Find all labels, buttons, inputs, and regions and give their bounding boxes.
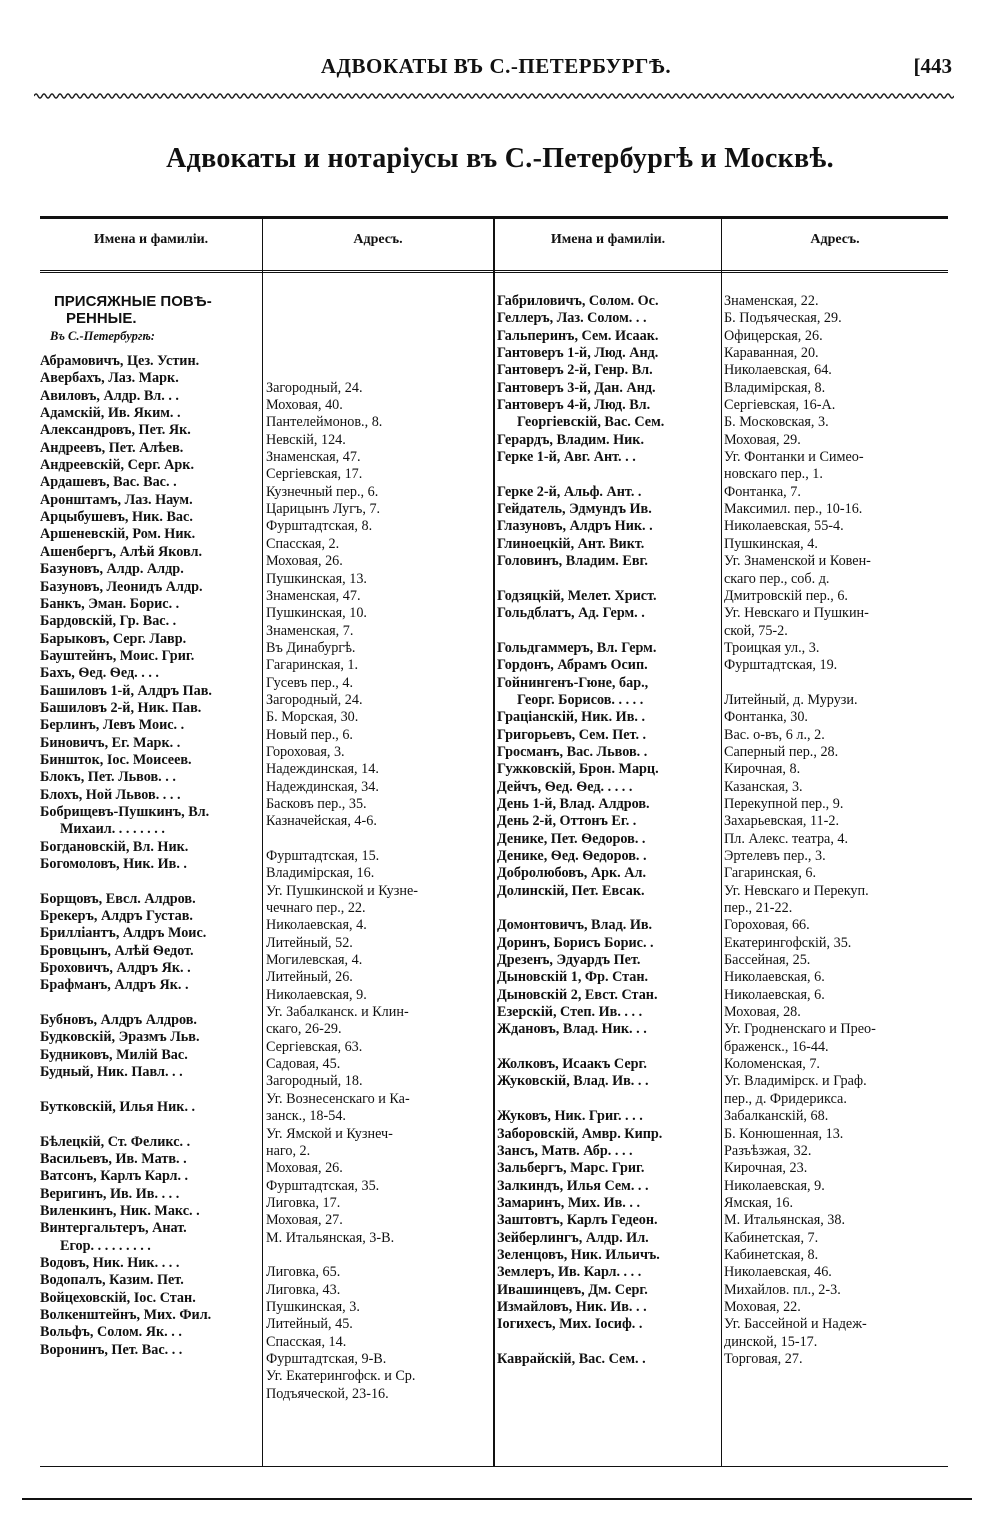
lawyer-address: Сергіевская, 17. bbox=[266, 466, 363, 483]
lawyer-name: Гантоверъ 1-й, Люд. Анд. bbox=[497, 345, 659, 362]
lawyer-address: Эртелевъ пер., 3. bbox=[724, 848, 826, 864]
lawyer-name: Гантоверъ 4-й, Люд. Вл. bbox=[497, 397, 651, 414]
lawyer-name bbox=[40, 873, 261, 890]
lawyer-name: Брафманъ, Алдръ Як. . bbox=[40, 977, 189, 994]
lawyer-address: Моховая, 27. bbox=[266, 1212, 343, 1229]
lawyer-address: Знаменская, 47. bbox=[266, 449, 361, 466]
lawyer-address: Казанская, 3. bbox=[724, 778, 803, 795]
lawyer-address: Невскій, 124. bbox=[266, 431, 346, 448]
lawyer-name: Андреевскій, Серг. Арк. bbox=[40, 457, 194, 474]
lawyer-address: Офицерская, 26. bbox=[724, 327, 823, 344]
lawyer-address: Уг. Фонтанки и Симео- bbox=[724, 449, 864, 466]
lawyer-address: чечнаго пер., 22. bbox=[266, 900, 366, 917]
lawyer-address: Николаевская, 46. bbox=[724, 1264, 832, 1281]
lawyer-name bbox=[497, 571, 720, 588]
lawyer-address: Сергіевская, 63. bbox=[266, 1038, 363, 1055]
lawyer-address: Садовая, 45. bbox=[266, 1056, 341, 1073]
lawyer-address: Николаевская, 4. bbox=[266, 917, 367, 934]
lawyer-name: Авиловъ, Алдр. Вл. . . bbox=[40, 387, 179, 404]
lawyer-address: Спасская, 2. bbox=[266, 535, 340, 552]
lawyer-address: Лиговка, 43. bbox=[266, 1281, 341, 1298]
lawyer-address: Лиговка, 65. bbox=[266, 1264, 341, 1281]
lawyer-name: День 1-й, Влад. Алдров. bbox=[497, 795, 650, 812]
lawyer-name: Бауштейнъ, Моис. Григ. bbox=[40, 647, 195, 664]
lawyer-address: Гороховая, 66. bbox=[724, 917, 810, 934]
lawyer-name: Гейдатель, Эдмундъ Ив. bbox=[497, 501, 652, 518]
lawyer-address: Пушкинская, 13. bbox=[266, 570, 367, 587]
lawyer-address: Вас. о-въ, 6 л., 2. bbox=[724, 726, 825, 743]
lawyer-address: Надеждинская, 34. bbox=[266, 778, 379, 795]
lawyer-name bbox=[497, 466, 720, 483]
lawyer-name: Аронштамъ, Лаз. Наум. bbox=[40, 491, 193, 508]
lawyer-address: Николаевская, 55-4. bbox=[724, 518, 844, 535]
lawyer-name: Абрамовичъ, Цез. Устин. bbox=[40, 353, 200, 370]
lawyer-name: Головинъ, Владим. Евг. bbox=[497, 553, 648, 570]
lawyer-address: Дмитровскій пер., 6. bbox=[724, 587, 848, 604]
lawyer-address: Царицынъ Лугъ, 7. bbox=[266, 501, 381, 518]
lawyer-name: Адамскій, Ив. Яким. . bbox=[40, 405, 181, 422]
lawyer-address bbox=[266, 328, 492, 345]
header-address-right: Адресъ. bbox=[810, 232, 860, 247]
lawyer-address: Николаевская, 9. bbox=[724, 1177, 825, 1194]
lawyer-address: Моховая, 26. bbox=[266, 1160, 343, 1177]
lawyer-address: наго, 2. bbox=[266, 1142, 311, 1159]
lawyer-address: Моховая, 40. bbox=[266, 397, 343, 414]
lawyer-name: Гальперинъ, Сем. Исаак. bbox=[497, 327, 659, 344]
lawyer-address: М. Итальянская, 3-В. bbox=[266, 1229, 395, 1246]
lawyer-name: Езерскій, Степ. Ив. . . . bbox=[497, 1004, 643, 1021]
lawyer-address: Уг. Бассейной и Надеж- bbox=[724, 1316, 867, 1333]
lawyer-name: Егор. . . . . . . . . bbox=[60, 1237, 151, 1254]
lawyer-address: Казначейская, 4-6. bbox=[266, 813, 377, 830]
lawyer-name: Жуковъ, Ник. Григ. . . . bbox=[497, 1108, 643, 1125]
lawyer-name: День 2-й, Оттонъ Ег. . bbox=[497, 813, 637, 830]
page-title: Адвокаты и нотаріусы въ С.-Петербургѣ и Москвѣ. bbox=[166, 143, 834, 174]
lawyer-address: Уг. Владимірск. и Граф. bbox=[724, 1073, 867, 1090]
lawyer-name: Годзяцкій, Мелет. Христ. bbox=[497, 587, 657, 604]
lawyer-name: Будниковъ, Милій Вас. bbox=[40, 1046, 188, 1063]
lawyer-name: Жуковскій, Влад. Ив. . . bbox=[497, 1073, 649, 1090]
lawyer-name: Ждановъ, Влад. Ник. . . bbox=[497, 1021, 647, 1038]
page-bottom-rule bbox=[22, 1498, 972, 1500]
lawyer-address: Б. Московская, 3. bbox=[724, 414, 829, 431]
right-address-column bbox=[724, 293, 948, 1368]
lawyer-address: Кабинетская, 7. bbox=[724, 1229, 819, 1246]
lawyer-name: Гольдгаммеръ, Вл. Герм. bbox=[497, 639, 657, 656]
lawyer-name: Веригинъ, Ив. Ив. . . . bbox=[40, 1185, 180, 1202]
lawyer-address: Кабинетская, 8. bbox=[724, 1246, 819, 1263]
subsection-heading: Въ С.-Петербургѣ: bbox=[50, 328, 155, 343]
lawyer-name: Богомоловъ, Ник. Ив. . bbox=[40, 856, 187, 872]
lawyer-name: Гантоверъ 3-й, Дан. Анд. bbox=[497, 379, 656, 396]
lawyer-name bbox=[497, 1091, 720, 1108]
column-divider bbox=[262, 216, 263, 1466]
lawyer-address: Фурштадтская, 9-В. bbox=[266, 1350, 387, 1367]
left-address-column bbox=[266, 293, 492, 1403]
lawyer-address: Моховая, 29. bbox=[724, 431, 801, 448]
lawyer-name: Добролюбовъ, Арк. Ал. bbox=[497, 865, 647, 882]
lawyer-name: Водопалъ, Казим. Пет. bbox=[40, 1272, 184, 1289]
lawyer-name: Доринъ, Борисъ Борис. . bbox=[497, 934, 654, 951]
lawyer-name: Ашенбергъ, Алѣй Яковл. bbox=[40, 543, 202, 560]
lawyer-name: Арцыбушевъ, Ник. Вас. bbox=[40, 509, 193, 526]
lawyer-address: Торговая, 27. bbox=[724, 1350, 803, 1367]
lawyer-address: Кузнечный пер., 6. bbox=[266, 483, 379, 500]
lawyer-address: Фурштадтская, 19. bbox=[724, 657, 838, 674]
lawyer-name: Бровцынъ, Алѣй Ѳедот. bbox=[40, 942, 194, 959]
lawyer-name: Блохъ, Ной Львов. . . . bbox=[40, 786, 181, 803]
lawyer-name: Водовъ, Ник. Ник. . . . bbox=[40, 1254, 180, 1271]
lawyer-name: Іогихесъ, Мих. Іосиф. . bbox=[497, 1316, 643, 1333]
lawyer-address: Б. Морская, 30. bbox=[266, 709, 359, 726]
lawyer-address: Литейный, 26. bbox=[266, 969, 353, 986]
lawyer-name: Зейберлингъ, Алдр. Ил. bbox=[497, 1229, 649, 1246]
lawyer-address: Лиговка, 17. bbox=[266, 1194, 341, 1211]
lawyer-name: Долинскій, Пет. Евсак. bbox=[497, 882, 645, 899]
lawyer-name: Бубновъ, Алдръ Алдров. bbox=[40, 1012, 197, 1029]
center-divider bbox=[493, 216, 495, 1466]
lawyer-name: Воронинъ, Пет. Вас. . . bbox=[40, 1341, 183, 1358]
lawyer-name: Бахъ, Ѳед. Ѳед. . . . bbox=[40, 665, 159, 682]
lawyer-name: Каврайскій, Вас. Сем. . bbox=[497, 1350, 646, 1367]
lawyer-name: Борщовъ, Евсл. Алдров. bbox=[40, 890, 196, 907]
lawyer-address: Михайлов. пл., 2-3. bbox=[724, 1281, 841, 1298]
lawyer-address: Б. Конюшенная, 13. bbox=[724, 1125, 844, 1142]
lawyer-name: Бобрищевъ-Пушкинъ, Вл. bbox=[40, 803, 210, 820]
lawyer-address: Литейный, 45. bbox=[266, 1316, 353, 1333]
lawyer-address: Забалканскій, 68. bbox=[724, 1108, 829, 1125]
lawyer-address: Бассейная, 25. bbox=[724, 952, 811, 969]
lawyer-address: скаго, 26-29. bbox=[266, 1021, 342, 1038]
lawyer-name: Заштовтъ, Карлъ Гедеон. bbox=[497, 1212, 658, 1229]
lawyer-name: Герке 1-й, Авг. Ант. . . bbox=[497, 449, 636, 466]
lawyer-address: пер., д. Фридерикса. bbox=[724, 1090, 847, 1107]
lawyer-name: Биншток, Іос. Моисеев. bbox=[40, 751, 192, 768]
lawyer-address: Новый пер., 6. bbox=[266, 726, 353, 743]
lawyer-name bbox=[497, 900, 720, 917]
header-address-left: Адресъ. bbox=[353, 232, 403, 247]
lawyer-name: Волкенштейнъ, Мих. Фил. bbox=[40, 1306, 212, 1323]
column-divider bbox=[721, 216, 722, 1466]
table-bottom-rule bbox=[40, 1466, 948, 1467]
lawyer-address: Фурштадтская, 35. bbox=[266, 1177, 380, 1194]
lawyer-name: Залкиндъ, Илья Сем. . . bbox=[497, 1177, 649, 1194]
lawyer-name: Гантоверъ 2-й, Генр. Вл. bbox=[497, 362, 653, 379]
left-names-column bbox=[40, 293, 261, 1359]
lawyer-name: Измайловъ, Ник. Ив. . . bbox=[497, 1298, 647, 1315]
lawyer-name: Граціанскій, Ник. Ив. . bbox=[497, 709, 645, 726]
lawyer-address: Кирочная, 23. bbox=[724, 1160, 808, 1177]
lawyer-name: Зальбергъ, Марс. Григ. bbox=[497, 1160, 645, 1177]
header-names-right: Имена и фамиліи. bbox=[550, 232, 666, 247]
lawyer-address: Уг. Невскаго и Перекуп. bbox=[724, 882, 869, 899]
lawyer-address: Басковъ пер., 35. bbox=[266, 795, 367, 812]
lawyer-name: Глазуновъ, Алдръ Ник. . bbox=[497, 518, 653, 535]
lawyer-name: Георг. Борисов. . . . . bbox=[517, 691, 644, 708]
lawyer-name bbox=[40, 1116, 261, 1133]
lawyer-address: Коломенская, 7. bbox=[724, 1056, 820, 1073]
lawyer-name: Григорьевъ, Сем. Пет. . bbox=[497, 726, 647, 743]
lawyer-name: Гордонъ, Абрамъ Осип. bbox=[497, 657, 648, 674]
lawyer-address: Фурштадтская, 15. bbox=[266, 848, 380, 864]
lawyer-name: Габриловичъ, Солом. Ос. bbox=[497, 293, 659, 309]
lawyer-name: Берлинъ, Левъ Моис. . bbox=[40, 717, 185, 734]
lawyer-address: новскаго пер., 1. bbox=[724, 466, 823, 483]
lawyer-name: Гойнингенъ-Гюне, бар., bbox=[497, 674, 649, 691]
lawyer-name: Ивашинцевъ, Дм. Серг. bbox=[497, 1281, 648, 1298]
lawyer-name: Бутковскій, Илья Ник. . bbox=[40, 1098, 196, 1115]
lawyer-name: Андреевъ, Пет. Алѣев. bbox=[40, 439, 184, 456]
lawyer-name: Заборовскій, Амвр. Кипр. bbox=[497, 1125, 663, 1142]
lawyer-address: Николаевская, 9. bbox=[266, 986, 367, 1003]
lawyer-address: Уг. Екатерингофск. и Ср. bbox=[266, 1368, 416, 1385]
section-heading: РЕННЫЕ. bbox=[66, 310, 137, 328]
lawyer-address: Николаевская, 6. bbox=[724, 969, 825, 986]
lawyer-name: Гужковскій, Брон. Марц. bbox=[497, 761, 659, 778]
lawyer-address: Гагаринская, 6. bbox=[724, 865, 817, 882]
lawyer-address: браженск., 16-44. bbox=[724, 1038, 829, 1055]
lawyer-address: Пушкинская, 10. bbox=[266, 605, 367, 622]
lawyer-name: Башиловъ 1-й, Алдръ Пав. bbox=[40, 682, 212, 699]
lawyer-address: пер., 21-22. bbox=[724, 900, 793, 917]
lawyer-name: Базуновъ, Леонидъ Алдр. bbox=[40, 578, 203, 595]
lawyer-address: Б. Подъяческая, 29. bbox=[724, 310, 842, 327]
lawyer-address bbox=[266, 310, 492, 327]
lawyer-address: Уг. Вознесенскаго и Ка- bbox=[266, 1090, 410, 1107]
lawyer-address: Фонтанка, 7. bbox=[724, 483, 801, 500]
lawyer-address: Гагаринская, 1. bbox=[266, 657, 359, 674]
lawyer-name: Башиловъ 2-й, Ник. Пав. bbox=[40, 699, 202, 716]
lawyer-name: Жолковъ, Исаакъ Серг. bbox=[497, 1056, 647, 1073]
lawyer-address: Саперный пер., 28. bbox=[724, 743, 839, 760]
lawyer-name: Блокъ, Пет. Львов. . . bbox=[40, 769, 176, 786]
lawyer-address: Николаевская, 6. bbox=[724, 986, 825, 1003]
lawyer-name: Александровъ, Пет. Як. bbox=[40, 422, 191, 439]
page-number: [443 bbox=[913, 54, 952, 78]
lawyer-name: Землеръ, Ив. Карл. . . . bbox=[497, 1264, 642, 1281]
lawyer-name bbox=[497, 1039, 720, 1056]
lawyer-name bbox=[497, 1334, 720, 1351]
lawyer-address: Пантелеймонов., 8. bbox=[266, 414, 383, 431]
lawyer-name: Бѣлецкій, Ст. Феликс. . bbox=[40, 1133, 191, 1150]
lawyer-address: Екатерингофскій, 35. bbox=[724, 934, 852, 951]
lawyer-name bbox=[40, 995, 261, 1012]
lawyer-name: Замаринъ, Мих. Ив. . . bbox=[497, 1194, 641, 1211]
lawyer-address: Гороховая, 3. bbox=[266, 743, 345, 760]
lawyer-address: Фурштадтская, 8. bbox=[266, 518, 373, 535]
lawyer-address: Спасская, 14. bbox=[266, 1333, 347, 1350]
lawyer-address: Надеждинская, 14. bbox=[266, 761, 379, 778]
lawyer-address: Загородный, 24. bbox=[266, 379, 363, 396]
lawyer-name: Войцеховскій, Іос. Стан. bbox=[40, 1289, 196, 1306]
lawyer-name: Базуновъ, Алдр. Алдр. bbox=[40, 561, 184, 578]
lawyer-address: Фонтанка, 30. bbox=[724, 709, 808, 726]
lawyer-address: Ямская, 16. bbox=[724, 1194, 794, 1211]
lawyer-address: Загородный, 24. bbox=[266, 691, 363, 708]
lawyer-address: Николаевская, 64. bbox=[724, 362, 832, 379]
lawyer-address: Уг. Ямской и Кузнеч- bbox=[266, 1125, 393, 1142]
lawyer-address: Гусевъ пер., 4. bbox=[266, 674, 354, 691]
lawyer-address: Литейный, д. Мурузи. bbox=[724, 691, 858, 708]
lawyer-name: Зеленцовъ, Ник. Ильичъ. bbox=[497, 1246, 660, 1263]
lawyer-address: Пл. Алекс. театра, 4. bbox=[724, 830, 849, 847]
lawyer-name: Дыновскій 2, Евст. Стан. bbox=[497, 986, 658, 1003]
lawyer-name: Бардовскій, Гр. Вас. . bbox=[40, 613, 177, 630]
lawyer-name: Гольдблатъ, Ад. Герм. . bbox=[497, 605, 645, 622]
lawyer-name: Ватсонъ, Карлъ Карл. . bbox=[40, 1168, 189, 1185]
lawyer-name: Будковскій, Эразмъ Льв. bbox=[40, 1029, 200, 1046]
lawyer-address bbox=[266, 831, 492, 848]
lawyer-address: Максимил. пер., 10-16. bbox=[724, 501, 863, 518]
lawyer-name: Виленкинъ, Ник. Макс. . bbox=[40, 1202, 200, 1219]
lawyer-address: Караванная, 20. bbox=[724, 345, 819, 362]
lawyer-address: Кирочная, 8. bbox=[724, 761, 801, 778]
lawyer-address: Литейный, 52. bbox=[266, 934, 353, 951]
lawyer-name: Зансъ, Матв. Абр. . . . bbox=[497, 1142, 633, 1159]
running-title: АДВОКАТЫ ВЪ С.-ПЕТЕРБУРГѢ. bbox=[320, 54, 672, 78]
lawyer-address: Знаменская, 7. bbox=[266, 622, 354, 639]
lawyer-name: Дейчъ, Ѳед. Ѳед. . . . . bbox=[497, 778, 633, 795]
lawyer-name: Биновичъ, Ег. Марк. . bbox=[40, 734, 181, 751]
lawyer-address: Разъѣзжая, 32. bbox=[724, 1142, 812, 1159]
lawyer-name: Дыновскій 1, Фр. Стан. bbox=[497, 969, 649, 986]
lawyer-address: Сергіевская, 16-А. bbox=[724, 397, 836, 414]
right-names-column bbox=[497, 293, 720, 1368]
lawyer-name: Васильевъ, Ив. Матв. . bbox=[40, 1150, 187, 1167]
lawyer-address: Подъяческой, 23-16. bbox=[266, 1385, 389, 1402]
lawyer-name: Будный, Ник. Павл. . . bbox=[40, 1064, 183, 1081]
lawyer-address: Владимірская, 16. bbox=[266, 865, 375, 882]
lawyer-address bbox=[266, 362, 492, 379]
lawyer-name: Дрезенъ, Эдуардъ Пет. bbox=[497, 952, 641, 969]
lawyer-address: Въ Динабургѣ. bbox=[266, 639, 356, 656]
lawyer-address: Перекупной пер., 9. bbox=[724, 795, 844, 812]
lawyer-address bbox=[724, 675, 948, 692]
lawyer-address: Моховая, 28. bbox=[724, 1004, 801, 1021]
lawyer-address: Уг. Пушкинской и Кузне- bbox=[266, 882, 418, 899]
running-header bbox=[40, 54, 952, 86]
lawyer-name: Михаил. . . . . . . . bbox=[60, 821, 165, 838]
lawyer-address: Знаменская, 47. bbox=[266, 587, 361, 604]
lawyer-name: Геллеръ, Лаз. Солом. . . bbox=[497, 310, 647, 327]
lawyer-name: Авербахъ, Лаз. Марк. bbox=[40, 370, 179, 387]
lawyer-name: Ардашевъ, Вас. Вас. . bbox=[40, 474, 177, 491]
lawyer-address: Могилевская, 4. bbox=[266, 952, 363, 969]
lawyer-name: Барыковъ, Серг. Лавр. bbox=[40, 630, 187, 647]
lawyer-address: Моховая, 26. bbox=[266, 553, 343, 570]
lawyer-name: Глиноецкій, Ант. Викт. bbox=[497, 535, 645, 552]
lawyer-name: Бриллiантъ, Алдръ Моис. bbox=[40, 925, 207, 942]
lawyer-address: Пушкинская, 3. bbox=[266, 1298, 360, 1315]
lawyer-address: Уг. Забалканск. и Клин- bbox=[266, 1004, 409, 1021]
lawyer-name: Богдановскій, Вл. Ник. bbox=[40, 838, 189, 855]
lawyer-name: Гросманъ, Вас. Львов. . bbox=[497, 743, 648, 760]
lawyer-address: Владимірская, 8. bbox=[724, 379, 826, 396]
lawyer-address: Пушкинская, 4. bbox=[724, 535, 818, 552]
lawyer-name: Герке 2-й, Альф. Ант. . bbox=[497, 483, 642, 500]
header-names-left: Имена и фамиліи. bbox=[93, 232, 209, 247]
lawyer-name: Домонтовичъ, Влад. Ив. bbox=[497, 917, 653, 934]
lawyer-address bbox=[266, 345, 492, 362]
lawyer-address: Захарьевская, 11-2. bbox=[724, 813, 840, 830]
lawyer-name: Аршеневскій, Ром. Ник. bbox=[40, 526, 196, 543]
lawyer-address: М. Итальянская, 38. bbox=[724, 1212, 846, 1229]
lawyer-name: Винтергальтеръ, Анат. bbox=[40, 1220, 187, 1237]
lawyer-name: Вольфъ, Солом. Як. . . bbox=[40, 1324, 182, 1341]
lawyer-address: Знаменская, 22. bbox=[724, 293, 819, 309]
lawyer-name: Георгіевскій, Вас. Сем. bbox=[517, 414, 665, 431]
lawyer-address: Троицкая ул., 3. bbox=[724, 639, 820, 656]
lawyer-name bbox=[40, 1081, 261, 1098]
lawyer-name: Герардъ, Владим. Ник. bbox=[497, 431, 645, 448]
lawyer-address: Моховая, 22. bbox=[724, 1298, 801, 1315]
lawyer-address: занск., 18-54. bbox=[266, 1108, 346, 1125]
lawyer-name: Броховичъ, Алдръ Як. . bbox=[40, 960, 191, 977]
lawyer-name: Банкъ, Эман. Борис. . bbox=[40, 595, 180, 612]
lawyer-address: Уг. Гродненскаго и Прео- bbox=[724, 1021, 876, 1038]
wavy-rule bbox=[34, 90, 954, 102]
lawyer-address: Загородный, 18. bbox=[266, 1073, 363, 1090]
lawyer-address: динской, 15-17. bbox=[724, 1333, 818, 1350]
lawyer-name bbox=[497, 623, 720, 640]
lawyer-address bbox=[266, 293, 492, 310]
lawyer-address: Уг. Знаменской и Ковен- bbox=[724, 553, 871, 570]
lawyer-address: скаго пер., соб. д. bbox=[724, 570, 830, 587]
lawyer-name: Брекеръ, Алдръ Густав. bbox=[40, 908, 193, 925]
section-heading: ПРИСЯЖНЫЕ ПОВѢ- bbox=[54, 293, 212, 310]
lawyer-address: Уг. Невскаго и Пушкин- bbox=[724, 605, 869, 622]
lawyer-name: Денике, Ѳед. Ѳедоров. . bbox=[497, 848, 647, 864]
lawyer-name: Денике, Пет. Ѳедоров. . bbox=[497, 830, 646, 847]
lawyer-address: ской, 75-2. bbox=[724, 622, 788, 639]
lawyer-address bbox=[266, 1247, 492, 1264]
